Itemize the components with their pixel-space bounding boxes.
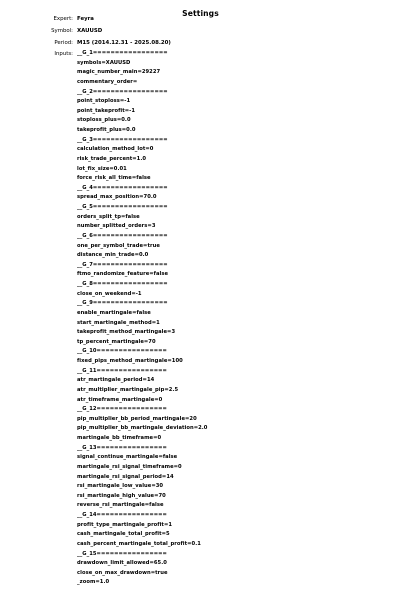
input-parameter: point_takeprofit=-1 <box>77 107 136 114</box>
input-parameter: __G_12================ <box>77 406 167 413</box>
input-parameter: calculation_method_lot=0 <box>77 146 154 153</box>
period-label: Period: <box>54 40 73 46</box>
input-parameter: cash_martingale_total_profit=5 <box>77 531 170 538</box>
input-parameter: __G_1================= <box>77 50 168 56</box>
input-parameter: martingale_rsi_signal_period=14 <box>77 473 174 480</box>
input-parameter: distance_min_trade=0.0 <box>77 252 149 259</box>
input-parameter: atr_martingale_period=14 <box>77 377 155 384</box>
input-parameter: risk_trade_percent=1.0 <box>77 155 147 162</box>
input-parameter: close_on_max_drawdown=true <box>77 569 168 576</box>
input-parameter: __G_8================= <box>77 281 168 287</box>
input-parameter: tp_percent_martingale=70 <box>77 338 156 345</box>
input-parameter: __G_2================= <box>77 88 168 95</box>
input-parameter: __G_14================ <box>77 512 167 518</box>
meta-row-period <box>0 38 401 49</box>
input-parameter: ftmo_randomize_feature=false <box>77 271 169 278</box>
period-value: M15 (2014.12.31 - 2025.08.20) <box>77 40 171 46</box>
input-parameter: stoploss_plus=0.0 <box>77 117 131 124</box>
input-parameter: fixed_pips_method_martingale=100 <box>77 358 183 364</box>
input-parameter: __G_10================ <box>77 348 167 355</box>
inputs-label: Inputs: <box>54 51 73 57</box>
input-parameter: commentary_order= <box>77 78 138 85</box>
input-parameter: _zoom=1.0 <box>77 579 110 586</box>
expert-value: Feyra <box>77 16 94 22</box>
symbol-value: XAUUSD <box>77 28 103 34</box>
input-parameter: __G_13================ <box>77 444 167 451</box>
input-parameter: martingale_rsi_signal_timeframe=0 <box>77 463 182 470</box>
input-parameter: enable_martingale=false <box>77 309 151 316</box>
input-parameter: signal_continue_martingale=false <box>77 454 178 461</box>
input-parameter: force_risk_all_time=false <box>77 175 151 182</box>
input-parameter: symbols=XAUUSD <box>77 59 131 66</box>
input-parameter: martingale_bb_timeframe=0 <box>77 435 162 441</box>
input-parameter: atr_timeframe_martingale=0 <box>77 396 163 403</box>
input-parameter: takeprofit_plus=0.0 <box>77 127 136 133</box>
input-parameter: __G_15================ <box>77 550 167 557</box>
input-parameter: __G_9================= <box>77 300 168 307</box>
input-parameter: orders_split_tp=false <box>77 213 140 220</box>
inputs-list <box>77 49 207 588</box>
input-parameter: __G_4================= <box>77 184 168 191</box>
input-parameter: drawdown_limit_allowed=65.0 <box>77 560 167 567</box>
input-parameter: number_splitted_orders=3 <box>77 223 156 230</box>
input-parameter: spread_max_position=70.0 <box>77 194 157 201</box>
input-parameter: lot_fix_size=0.01 <box>77 165 127 172</box>
input-parameter: one_per_symbol_trade=true <box>77 242 160 249</box>
input-parameter: reverse_rsi_martingale=false <box>77 502 164 509</box>
input-parameter: __G_7================= <box>77 261 168 268</box>
input-parameter: rsi_martingale_high_value=70 <box>77 492 166 499</box>
input-parameter: __G_3================= <box>77 136 168 143</box>
input-parameter: takeprofit_method_martingale=3 <box>77 329 176 336</box>
input-parameter: atr_multiplier_martingale_pip=2.5 <box>77 386 179 393</box>
input-parameter: profit_type_martingale_profit=1 <box>77 521 173 528</box>
input-parameter: magic_number_main=29227 <box>77 69 161 76</box>
input-parameter: __G_11================ <box>77 367 167 374</box>
meta-row-expert <box>0 14 401 25</box>
input-parameter: start_martingale_method=1 <box>77 319 160 326</box>
symbol-label: Symbol: <box>51 28 73 34</box>
input-parameter: __G_5================= <box>77 204 168 210</box>
input-parameter: cash_percent_martingale_total_profit=0.1 <box>77 540 201 547</box>
input-parameter: pip_multiplier_bb_martingale_deviation=2.0 <box>77 425 208 432</box>
input-parameter: rsi_martingale_low_value=30 <box>77 483 164 490</box>
input-parameter: close_on_weekend=-1 <box>77 290 142 297</box>
input-parameter: point_stoploss=-1 <box>77 98 131 105</box>
expert-label: Expert: <box>53 16 73 22</box>
page-title: Settings <box>182 9 219 18</box>
meta-row-symbol <box>0 26 401 37</box>
input-parameter: __G_6================= <box>77 232 168 239</box>
input-parameter: pip_multiplier_bb_period_martingale=20 <box>77 415 197 422</box>
